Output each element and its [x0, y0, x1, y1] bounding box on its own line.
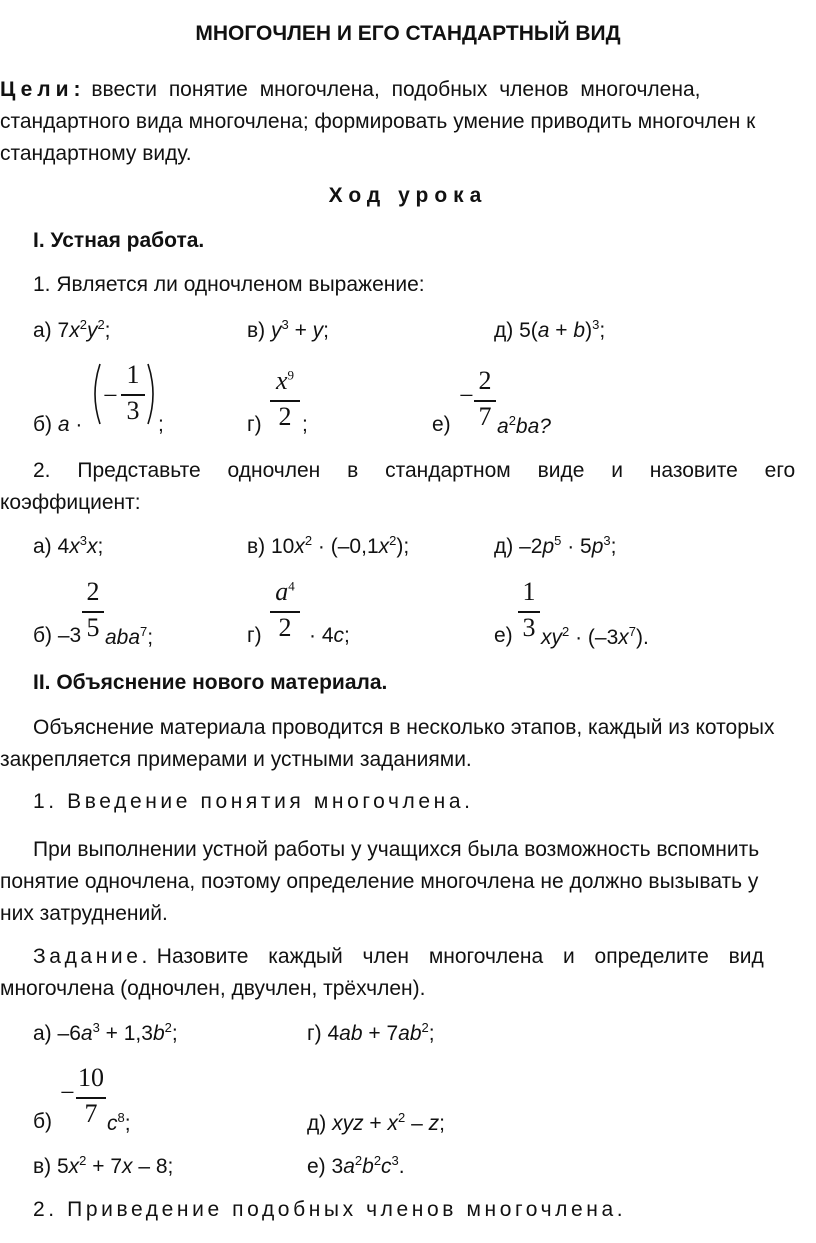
section2-intro: Объяснение материала проводится в несколько этапов, каждый из которых закрепляется примерами и устными заданиями. [0, 716, 775, 771]
task2-g-tail: · 4c; [309, 624, 350, 647]
goals-text-line2: стандартного вида многочлена; формировать умение приводить многочлен к [0, 110, 756, 133]
task1-item-g: г) [247, 413, 262, 436]
task2-e-tail: $xy^2 \cdot (-3x^7)$. [541, 624, 649, 649]
assignment-b-tail: $c^8$; [107, 1110, 131, 1135]
task1-g-fraction: $x^9$ 2 [270, 366, 300, 432]
assignment-b-fraction: 10 7 [78, 1063, 104, 1128]
subsection1-heading: 1. Введение понятия многочлена. [33, 790, 474, 813]
task1-b-semicolon: ; [158, 413, 164, 436]
assignment [0, 941, 816, 1005]
task2-e-fraction: 1 3 [518, 577, 540, 643]
task1-g-semicolon: ; [302, 413, 308, 436]
task1-e-fraction: 2 7 [474, 366, 496, 432]
task2-item-v: в) $10x^2 \cdot (-0,1x^2)$; [247, 533, 410, 558]
assignment-label: Задание. [33, 945, 151, 968]
task2-item-a: а) $4x^3x$; [33, 533, 104, 558]
assignment-item-e: е) $3a^2b^2c^3$. [307, 1153, 405, 1178]
task1-item-d: д) $5(a + b)^3$; [494, 317, 606, 342]
assignment-item-v: в) $5x^2 + 7x - 8$; [33, 1153, 174, 1178]
section1-heading: I. Устная работа. [33, 229, 205, 252]
task1-question: 1. Является ли одночленом выражение: [33, 273, 425, 296]
page-title: МНОГОЧЛЕН И ЕГО СТАНДАРТНЫЙ ВИД [195, 22, 621, 45]
task1-item-a: а) $7x^2y^2$; [33, 317, 111, 342]
task2-g-fraction: $a^4$ 2 [270, 577, 300, 643]
task2-question: 2. Представьте одночлен в стандартном виде и назовите его коэффициент: [0, 459, 796, 514]
assignment-item-b: б) [33, 1110, 53, 1133]
assignment-item-a: а) $-6a^3 + 1,3b^2$; [33, 1020, 178, 1045]
task1-e-minus: − [459, 381, 474, 410]
goals-paragraph [0, 74, 816, 170]
task2-item-d: д) $-2p^5 \cdot 5p^3$; [494, 533, 617, 558]
assignment-item-d: д) xyz + $x^2$ – z; [307, 1110, 445, 1135]
task2-item-e: е) [494, 624, 513, 647]
goals-label: Цели: [0, 78, 86, 101]
section2-heading: II. Объяснение нового материала. [33, 671, 388, 694]
assignment-b-minus: − [60, 1078, 75, 1107]
goals-text-line1: ввести понятие многочлена, подобных членов многочлена, [91, 78, 701, 101]
assignment-text-line2: многочлена (одночлен, двучлен, трёхчлен). [0, 977, 426, 1000]
task2-b-fraction: 2 5 [82, 577, 104, 643]
task1-e-tail: $a^2ba$? [497, 413, 551, 438]
task1-item-v: в) $y^3 + y$; [247, 317, 330, 342]
task1-item-e: е) [432, 413, 451, 436]
subsection2-heading: 2. Приведение подобных членов многочлена. [33, 1198, 627, 1221]
task1-item-b: б) a · [33, 413, 83, 436]
subsection1-text: При выполнении устной работы у учащихся была возможность вспомнить понятие одночлена, поэтому определение многочлена не должно вызывать у них затруднений. [0, 838, 760, 925]
task1-b-fraction: 1 3 [121, 360, 145, 428]
task2-b-tail: aba$^7$; [105, 624, 154, 649]
goals-text-line3: стандартному виду. [0, 142, 192, 165]
assignment-item-g: г) $4ab + 7ab^2$; [307, 1020, 435, 1045]
task2-item-g: г) [247, 624, 262, 647]
assignment-text-line1: Назовите каждый член многочлена и определите вид [156, 945, 764, 968]
task1-b-minus: − [103, 381, 118, 410]
task2-item-b: б) –3 [33, 624, 82, 647]
lesson-heading: Ход урока [328, 184, 488, 207]
